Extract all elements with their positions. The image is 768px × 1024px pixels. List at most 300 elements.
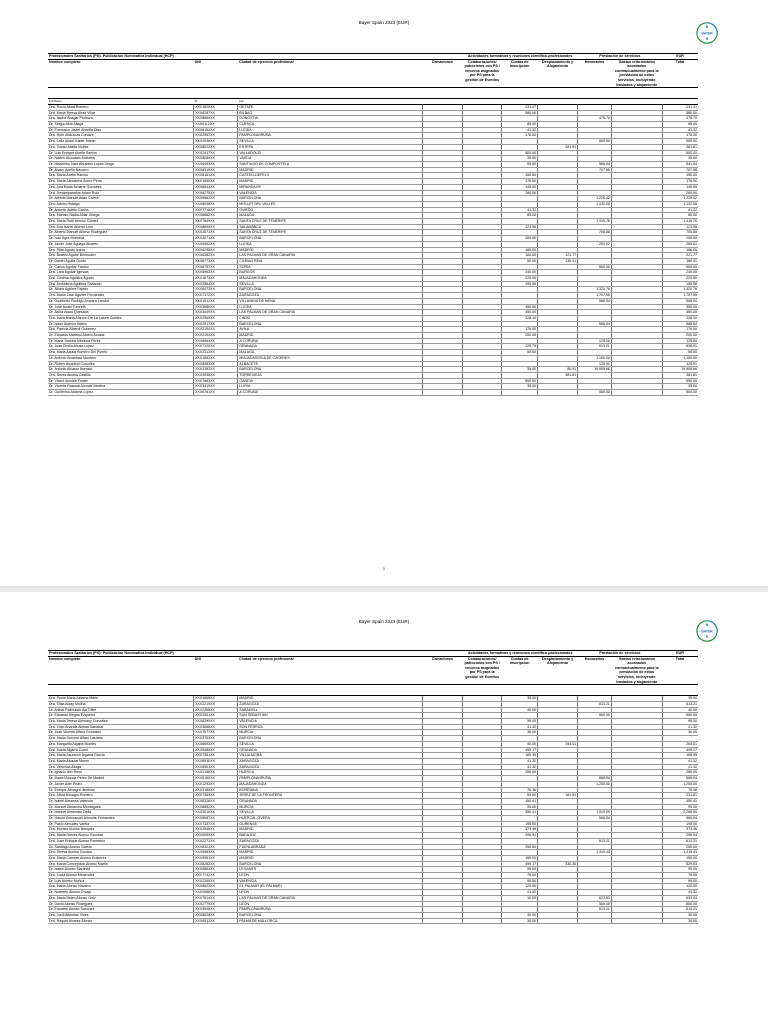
cell-name: Dr. Sergio Abia Aliaga bbox=[48, 122, 194, 128]
col-city-header: Ciudad de ejercicio profesional bbox=[238, 656, 423, 685]
cell-total: 600.00 bbox=[662, 139, 698, 145]
cell-fees: 145.00 bbox=[502, 184, 538, 190]
cell-travel: 130.41 bbox=[538, 258, 578, 264]
cell-total: 373.46 bbox=[662, 827, 698, 833]
group-activities-header: Actividades formativas y reuniones científico-profesionales bbox=[463, 54, 578, 60]
cell-dni: XXX8022XX bbox=[194, 144, 238, 150]
cell-city: LLEIDA bbox=[238, 241, 423, 247]
cell-donations bbox=[423, 918, 463, 924]
hcp-table bbox=[48, 650, 698, 924]
cell-dni: XXX8473XX bbox=[194, 287, 238, 293]
cell-dni: XXX0112XX bbox=[194, 122, 238, 128]
cell-name: Dr. Vicent Alcolea Fuster bbox=[48, 378, 194, 384]
cell-name: Dr. Maximino Jose Abraldes Lopez-Veiga bbox=[48, 161, 194, 167]
cell-city: PALMA DE MALLORCA bbox=[238, 918, 423, 924]
cell-total: 41.32 bbox=[662, 758, 698, 764]
cell-name: Dr. Carlos Aguilar Franco bbox=[48, 264, 194, 270]
cell-name: Dr. Antonio Adelio Garcia bbox=[48, 207, 194, 213]
cell-name: Dra. Maria Jose Aguirre Fernandez bbox=[48, 293, 194, 299]
cell-total: 85.00 bbox=[662, 213, 698, 219]
cell-name: Dr. Antonio Alcaraz Asensio bbox=[48, 367, 194, 373]
cell-dni: XXX8262XX bbox=[194, 861, 238, 867]
cell-fees-services: 566.04 bbox=[578, 816, 612, 822]
cell-dni: XXX2546XX bbox=[194, 827, 238, 833]
cell-city: OURENSE bbox=[238, 821, 423, 827]
cell-travel: 381.81 bbox=[538, 144, 578, 150]
cell-dni: XXX2271XX bbox=[194, 838, 238, 844]
cell-fees-services: 566.04 bbox=[578, 776, 612, 782]
cell-total: 195.00 bbox=[662, 821, 698, 827]
cell-dni: XXX6761XX bbox=[194, 390, 238, 396]
cell-dni: XXX6087XX bbox=[194, 816, 238, 822]
cell-dni: XXX6382XX bbox=[194, 253, 238, 259]
cell-name: Dr. Gualberto Rodrigo Ampara Lanche bbox=[48, 298, 194, 304]
cell-name: Dr. Daniel Aguila Gordo bbox=[48, 258, 194, 264]
cell-fees: 78.00 bbox=[502, 873, 538, 879]
cell-city: ZARAGOZA bbox=[238, 838, 423, 844]
cell-city: SANTIAGO DE COMPOSTELA bbox=[238, 161, 423, 167]
cell-name: Dr. David Alonso Rodriguez bbox=[48, 901, 194, 907]
cell-total: 500.00 bbox=[662, 713, 698, 719]
cell-fees: 231.47 bbox=[502, 104, 538, 110]
cell-dni: XXX6493XX bbox=[194, 161, 238, 167]
cell-total: 641.04 bbox=[662, 161, 698, 167]
cell-city: MOLLET DEL VALLES bbox=[238, 201, 423, 207]
cell-name: Dra. Rocio Abad Romero bbox=[48, 104, 194, 110]
cell-name: Dr. Isaac Alarcon Valero bbox=[48, 321, 194, 327]
cell-total: 566.04 bbox=[662, 776, 698, 782]
document-title: Bayer Spain 2023 (EUR) bbox=[358, 619, 410, 624]
cell-city: GRANADA bbox=[238, 344, 423, 350]
cell-city: BARCELONA bbox=[238, 321, 423, 327]
cell-dni: XXX6038XX bbox=[194, 201, 238, 207]
svg-text:BAYER: BAYER bbox=[701, 629, 713, 634]
cell-name: Dr. Francisco Javier Abarilla Dias bbox=[48, 127, 194, 133]
cell-name: Dr. Santiago Alonso Garcia bbox=[48, 844, 194, 850]
cell-dni: XXX2036XX bbox=[194, 139, 238, 145]
cell-total: 35.00 bbox=[662, 384, 698, 390]
cell-total: 829.53 bbox=[662, 861, 698, 867]
cell-name: Dr. Daniel Alonda Perez De Madrid bbox=[48, 776, 194, 782]
cell-city: CASTELLDEFELS bbox=[238, 173, 423, 179]
cell-city: GETAFE bbox=[238, 104, 423, 110]
cell-dni: XXX5160XX bbox=[194, 776, 238, 782]
cell-total: 120.00 bbox=[662, 884, 698, 890]
cell-city: CADIZ bbox=[238, 315, 423, 321]
cell-fees: 40.00 bbox=[502, 741, 538, 747]
cell-fees: 280.00 bbox=[502, 770, 538, 776]
cell-city: VAKDA bbox=[238, 156, 423, 162]
cell-city: SON FERRIOL bbox=[238, 724, 423, 730]
cell-dni: XXX3948XX bbox=[194, 907, 238, 913]
cell-city: JEREZ DE LA FRONTERA bbox=[238, 793, 423, 799]
cell-city: LLEIDA bbox=[238, 304, 423, 310]
cell-name: Dr. Eduardo Mariano Albero Acosta bbox=[48, 333, 194, 339]
cell-name: Dra. Maria Carmen Alonso Gutierrez bbox=[48, 855, 194, 861]
cell-dni: XXX3066XX bbox=[194, 724, 238, 730]
cell-name: Dr. Ivan Agra Montava bbox=[48, 236, 194, 242]
cell-fees: 41.32 bbox=[502, 207, 538, 213]
cell-fees: 150.00 bbox=[502, 173, 538, 179]
cell-name: Dra. Monica Alonso Bosquez bbox=[48, 827, 194, 833]
col-city-header: Ciudad de ejercicio profesional bbox=[238, 59, 423, 88]
cell-fees: 195.96 bbox=[502, 281, 538, 287]
cell-fees: 580.00 bbox=[502, 110, 538, 116]
cell-city: SEVILLA bbox=[238, 810, 423, 816]
cell-total: 280.00 bbox=[662, 190, 698, 196]
cell-city: ALBACETE bbox=[238, 361, 423, 367]
cell-name: Dr. Asiha Alaou Quesada bbox=[48, 310, 194, 316]
cell-dni: XXX8299XX bbox=[194, 719, 238, 725]
cell-travel: 121.77 bbox=[538, 253, 578, 259]
cell-fees: 40.00 bbox=[502, 707, 538, 713]
cell-total: 296.94 bbox=[662, 833, 698, 839]
cell-fees: 50.00 bbox=[502, 793, 538, 799]
cell-total: 30.00 bbox=[662, 918, 698, 924]
cell-total: 221.77 bbox=[662, 253, 698, 259]
hcp-table-body bbox=[48, 104, 698, 395]
cell-fees: 500.00 bbox=[502, 150, 538, 156]
cell-total: 35.00 bbox=[662, 696, 698, 702]
cell-name: Dra. Lucia Alonso Menendez bbox=[48, 873, 194, 879]
cell-expenses bbox=[611, 918, 662, 924]
cell-city: BARCELONA bbox=[238, 196, 423, 202]
cell-city: SEVILLA bbox=[238, 139, 423, 145]
cell-city: MALAGA bbox=[238, 350, 423, 356]
cell-city: BARCELONA bbox=[238, 736, 423, 742]
cell-dni: XXX2265XX bbox=[194, 707, 238, 713]
cell-travel bbox=[538, 390, 578, 396]
cell-total: 95.00 bbox=[662, 719, 698, 725]
cell-fees: 41.32 bbox=[502, 764, 538, 770]
hcp-table-section bbox=[48, 650, 698, 924]
cell-total: 1,200.00 bbox=[662, 781, 698, 787]
cell-fees: 50.00 bbox=[502, 350, 538, 356]
cell-fees: 225.00 bbox=[502, 276, 538, 282]
cell-dni: XXX6930XX bbox=[194, 758, 238, 764]
document-title: Bayer Spain 2023 (EUR) bbox=[358, 20, 410, 25]
cell-total: 550.00 bbox=[662, 378, 698, 384]
cell-city: ZARAGOZA bbox=[238, 764, 423, 770]
cell-fees-services bbox=[578, 918, 612, 924]
cell-fees: 195.00 bbox=[502, 821, 538, 827]
cell-city: ZARAGOZA bbox=[238, 758, 423, 764]
cell-total: 705.88 bbox=[662, 230, 698, 236]
cell-dni: XXX2957XX bbox=[194, 133, 238, 139]
cell-city: MADRID bbox=[238, 247, 423, 253]
cell-city: LAS PALMAS DE GRAN CANARIA bbox=[238, 253, 423, 259]
cell-dni: XXX2001XX bbox=[194, 713, 238, 719]
cell-fees-services: 1,200.00 bbox=[578, 781, 612, 787]
cell-city: MALAGA bbox=[238, 213, 423, 219]
cell-name: Dra. Alicia Almagro Romero bbox=[48, 793, 194, 799]
cell-city: MAJADAHONDA bbox=[238, 781, 423, 787]
cell-dni: XXX0099XX bbox=[194, 833, 238, 839]
cell-city: MIAJADAS/ISLA DE CACERES bbox=[238, 355, 423, 361]
cell-name: Dra. Yoko Ananda Alellan Sababat bbox=[48, 724, 194, 730]
cell-fees-services: 500.00 bbox=[578, 713, 612, 719]
cell-total: 19,905.66 bbox=[662, 367, 698, 373]
cell-name: Dr. Guillermo Aldama Lopez bbox=[48, 390, 194, 396]
faint-label-city: City bbox=[238, 99, 423, 105]
cell-city: HUERCAL-OVERA bbox=[238, 816, 423, 822]
section-title: Profesionales Sanitarios (PS): Publicación Nominativa Individual (HCP) bbox=[48, 54, 423, 60]
cell-city: DONOSTIA bbox=[238, 116, 423, 122]
col-dni-header: DNI bbox=[194, 59, 238, 88]
bayer-cross-logo-icon bbox=[696, 620, 718, 642]
cell-name: Dra. Jose Enrique Alonso Formento bbox=[48, 838, 194, 844]
cell-total: 95.00 bbox=[662, 867, 698, 873]
cell-dni: XXX3980XX bbox=[194, 304, 238, 310]
cell-city: ZARAGOZA bbox=[238, 701, 423, 707]
cell-name: Dra. Maria Alzaia Romero Del Puerto bbox=[48, 350, 194, 356]
cell-city: MADRID bbox=[238, 333, 423, 339]
cell-total: 1,707.55 bbox=[662, 293, 698, 299]
cell-name: Dr. Alfredo Manuel Adan Civera bbox=[48, 196, 194, 202]
cell-total: 475.70 bbox=[662, 116, 698, 122]
cell-donations bbox=[423, 390, 463, 396]
cell-fees: 35.00 bbox=[502, 696, 538, 702]
cell-total: 707.55 bbox=[662, 167, 698, 173]
group-services-header: Prestación de servicios bbox=[578, 651, 662, 657]
cell-dni: XXX6298XX bbox=[194, 247, 238, 253]
cell-total: 176.00 bbox=[662, 327, 698, 333]
cell-city: GRANADA bbox=[238, 747, 423, 753]
cell-fees-services: 613.21 bbox=[578, 701, 612, 707]
cell-city: A CORUÑA bbox=[238, 390, 423, 396]
cell-name: Dr. Vicente Pascual Alcover Medina bbox=[48, 384, 194, 390]
cell-city: EL PALMAR (EL PALMAR) bbox=[238, 884, 423, 890]
cell-fees: 450.00 bbox=[502, 310, 538, 316]
cell-name: Dra. Maria Acelis Ramos bbox=[48, 173, 194, 179]
cell-city: PAMPLONA/IRUÑA bbox=[238, 907, 423, 913]
cell-total: 95.00 bbox=[662, 878, 698, 884]
cell-name: Dra. Veronica Aliaga bbox=[48, 764, 194, 770]
col-expenses-header: Gastos relacionados acordados contractualmente para la prestación de estos servicios, incluyendo traslados y alojamiento bbox=[611, 656, 662, 685]
cell-name: Dr. Manuel Almendro Delia bbox=[48, 810, 194, 816]
hcp-table-section bbox=[48, 53, 698, 396]
cell-fees: 296.94 bbox=[502, 833, 538, 839]
cell-city: ZARAGOZA bbox=[238, 293, 423, 299]
cell-city: MURCIA bbox=[238, 804, 423, 810]
cell-fees: 41.32 bbox=[502, 127, 538, 133]
cell-fees: 50.00 bbox=[502, 258, 538, 264]
cell-city: SABADELL bbox=[238, 707, 423, 713]
cell-dni: XXX2154XX bbox=[194, 327, 238, 333]
cell-total: 150.00 bbox=[662, 855, 698, 861]
cell-total: 41.32 bbox=[662, 764, 698, 770]
cell-city: LEGANES bbox=[238, 867, 423, 873]
cell-total: 500.00 bbox=[662, 901, 698, 907]
cell-city: SEVILLA bbox=[238, 281, 423, 287]
cell-city: MADRID bbox=[238, 850, 423, 856]
cell-city: MADRID bbox=[238, 179, 423, 185]
cell-name: Dra. Lara Aguilar Iglesias bbox=[48, 270, 194, 276]
cell-total: 1,415.76 bbox=[662, 219, 698, 225]
cell-dni: XXX2071XX bbox=[194, 236, 238, 242]
cell-city: BARCELONA bbox=[238, 367, 423, 373]
cell-city: VALENCIA bbox=[238, 190, 423, 196]
cell-city: FUENLABRADA bbox=[238, 844, 423, 850]
cell-fees: 186.00 bbox=[502, 247, 538, 253]
cell-travel: 330.36 bbox=[538, 861, 578, 867]
cell-name: Dra. Jordi Altimiras Vives bbox=[48, 912, 194, 918]
cell-name: Dra. Mariam Nadia Afilar Ortega bbox=[48, 213, 194, 219]
cell-total: 1,100.00 bbox=[662, 355, 698, 361]
cell-total: 450.00 bbox=[662, 310, 698, 316]
cell-dni: XXX3449XX bbox=[194, 310, 238, 316]
cell-name: Dra. Maria Socorro Alfaro Lasheta bbox=[48, 736, 194, 742]
cell-name: Dr. Alvaro Acella Navarro bbox=[48, 167, 194, 173]
cell-dni: XXX8664XX bbox=[194, 116, 238, 122]
cell-city: MADRID bbox=[238, 167, 423, 173]
cell-dni: XXX1293XX bbox=[194, 781, 238, 787]
cell-dni: XXX7742XX bbox=[194, 873, 238, 879]
cell-dni: XXX5480XX bbox=[194, 747, 238, 753]
cell-total: 41.32 bbox=[662, 207, 698, 213]
cell-fees: 499.17 bbox=[502, 861, 538, 867]
cell-dni: XXX1912XX bbox=[194, 298, 238, 304]
cell-fees-services: 623.53 bbox=[578, 895, 612, 901]
cell-dni: XXX1850XX bbox=[194, 179, 238, 185]
cell-fees-services: 500.00 bbox=[578, 390, 612, 396]
col-donations-header: Donaciones bbox=[423, 59, 463, 88]
cell-city: MURCIA bbox=[238, 730, 423, 736]
cell-fees: 225.70 bbox=[502, 344, 538, 350]
cell-dni: XXX9951XX bbox=[194, 855, 238, 861]
cell-fees-services: 1,707.55 bbox=[578, 293, 612, 299]
cell-total: 231.81 bbox=[662, 793, 698, 799]
cell-fees: 41.32 bbox=[502, 758, 538, 764]
cell-dni: XXX7716XX bbox=[194, 207, 238, 213]
cell-total: 41.32 bbox=[662, 724, 698, 730]
cell-fees: 30.00 bbox=[502, 730, 538, 736]
cell-name: Dr. Javier Jose Aguayo Alvarez bbox=[48, 241, 194, 247]
cell-total: 1,415.43 bbox=[662, 850, 698, 856]
cell-name: Dra. Pilar Agudo Izarra bbox=[48, 247, 194, 253]
cell-name: Dra. Adorsi Hidalgo bbox=[48, 201, 194, 207]
cell-total: 1,320.76 bbox=[662, 287, 698, 293]
cell-city: OVIEDO bbox=[238, 207, 423, 213]
cell-dni: XXX3419XX bbox=[194, 384, 238, 390]
cell-name: Dra. Maria Almudena Acero Pena bbox=[48, 179, 194, 185]
bayer-cross-logo-icon bbox=[696, 22, 718, 44]
cell-total: 165.39 bbox=[662, 753, 698, 759]
cell-name: Dr. Anibal Raimundo Ale Diliet bbox=[48, 707, 194, 713]
cell-total: 200.00 bbox=[662, 333, 698, 339]
cell-fees: 85.00 bbox=[502, 122, 538, 128]
cell-name: Dr. Isabel Almansa Valencia bbox=[48, 798, 194, 804]
cell-name: Dra. Ana Maria Acharte Gonzales bbox=[48, 184, 194, 190]
cell-total: 381.81 bbox=[662, 373, 698, 379]
cell-name: Dra. Laila Abdel-Kader Martin bbox=[48, 139, 194, 145]
cell-total: 78.00 bbox=[662, 873, 698, 879]
cell-dni: XXX2564XX bbox=[194, 281, 238, 287]
cell-total: 566.04 bbox=[662, 321, 698, 327]
section-title: Profesionales Sanitarios (PS): Publicación Nominativa Individual (HCP) bbox=[48, 651, 423, 657]
cell-name: Dr. Manuel Almarcha Menargues bbox=[48, 804, 194, 810]
cell-name: Dra. Nerea Alcoba Castillo bbox=[48, 373, 194, 379]
cell-fees-services: 1,320.76 bbox=[578, 287, 612, 293]
cell-fees-services: 1,415.43 bbox=[578, 850, 612, 856]
cell-fees-services: 613.21 bbox=[578, 344, 612, 350]
cell-dni: XXX6161XX bbox=[194, 173, 238, 179]
cell-name: Dra. Maria Teresa Alemany Gonzalez bbox=[48, 719, 194, 725]
cell-fees: 120.00 bbox=[502, 884, 538, 890]
cell-fees: 176.00 bbox=[502, 179, 538, 185]
cell-total: 450.41 bbox=[662, 798, 698, 804]
col-expenses-header: Gastos relacionados acordados contractualmente para la prestación de estos servicios, incluyendo traslados y alojamiento bbox=[611, 59, 662, 88]
cell-fees-services: 613.21 bbox=[578, 907, 612, 913]
cell-city: VALENCIA bbox=[238, 719, 423, 725]
cell-dni: XXX3938XX bbox=[194, 373, 238, 379]
col-donations-header: Donaciones bbox=[423, 656, 463, 685]
cell-dni: XXX6326XX bbox=[194, 798, 238, 804]
cell-fees: 35.00 bbox=[502, 384, 538, 390]
cell-city: PAMPLONA/IRUÑA bbox=[238, 776, 423, 782]
svg-text:R: R bbox=[705, 37, 709, 42]
cell-dni: XXX6275XX bbox=[194, 190, 238, 196]
cell-total: 613.21 bbox=[662, 907, 698, 913]
cell-city: VALENCIA bbox=[238, 878, 423, 884]
cell-name: Dra. Patricia Alberdi Gutierrez bbox=[48, 327, 194, 333]
col-name-header: Nombre completo bbox=[48, 656, 194, 685]
cell-city: BARCELONA bbox=[238, 912, 423, 918]
cell-name: Dr. Harold Emmanuel Almonte Fernandes bbox=[48, 816, 194, 822]
document-page-2 bbox=[0, 586, 768, 1024]
faint-label-name: Full Name bbox=[48, 99, 194, 105]
cell-total: 195.96 bbox=[662, 281, 698, 287]
cell-total: 125.00 bbox=[662, 338, 698, 344]
cell-fees: 550.00 bbox=[502, 378, 538, 384]
cell-city: LAS PALMAS DE GRAN CANARIA bbox=[238, 895, 423, 901]
cell-dni: XXX2779XX bbox=[194, 901, 238, 907]
cell-total: 500.00 bbox=[662, 264, 698, 270]
cell-dni: XXX6901XX bbox=[194, 764, 238, 770]
cell-name: Dra. Cristina Aguilera Agudo bbox=[48, 276, 194, 282]
cell-total: 566.04 bbox=[662, 298, 698, 304]
cell-total: 500.00 bbox=[662, 150, 698, 156]
cell-name: Dra. Paula Maria Aldama Marin bbox=[48, 696, 194, 702]
cell-collab bbox=[463, 390, 502, 396]
cell-city: MAJADAHONDA bbox=[238, 276, 423, 282]
cell-total: 95.00 bbox=[662, 804, 698, 810]
cell-city: GANDIA bbox=[238, 378, 423, 384]
col-total-header: Total bbox=[662, 656, 698, 685]
cell-dni: XXX6562XX bbox=[194, 196, 238, 202]
cell-fees-services: 500.00 bbox=[578, 264, 612, 270]
cell-fees-services: 1,915.09 bbox=[578, 810, 612, 816]
group-activities-header: Actividades formativas y reuniones científico-profesionales bbox=[463, 651, 578, 657]
cell-city: MIRANDAOS bbox=[238, 184, 423, 190]
cell-fees: 76.36 bbox=[502, 787, 538, 793]
cell-dni: XXX3153XX bbox=[194, 367, 238, 373]
cell-fees: 450.41 bbox=[502, 798, 538, 804]
cell-fees: 100.00 bbox=[502, 253, 538, 259]
cell-name: Dra. Maria Algarra Culell bbox=[48, 747, 194, 753]
cell-fees: 123.96 bbox=[502, 224, 538, 230]
col-travel-header: Desplazamiento y Alojamiento bbox=[538, 59, 578, 88]
col-total-header: Total bbox=[662, 59, 698, 88]
cell-collab bbox=[463, 918, 502, 924]
cell-name: Dr. Luis Enrique Abella Santos bbox=[48, 150, 194, 156]
cell-name: Dra. Itache Abagar Pedroza bbox=[48, 116, 194, 122]
cell-dni: XXX7514XX bbox=[194, 895, 238, 901]
cell-dni: XXX5953XX bbox=[194, 850, 238, 856]
cell-fees-services: 1,132.08 bbox=[578, 201, 612, 207]
cell-name: Dr. Juan Emilio Alcala Lopez bbox=[48, 344, 194, 350]
svg-text:BAYER: BAYER bbox=[701, 31, 713, 36]
